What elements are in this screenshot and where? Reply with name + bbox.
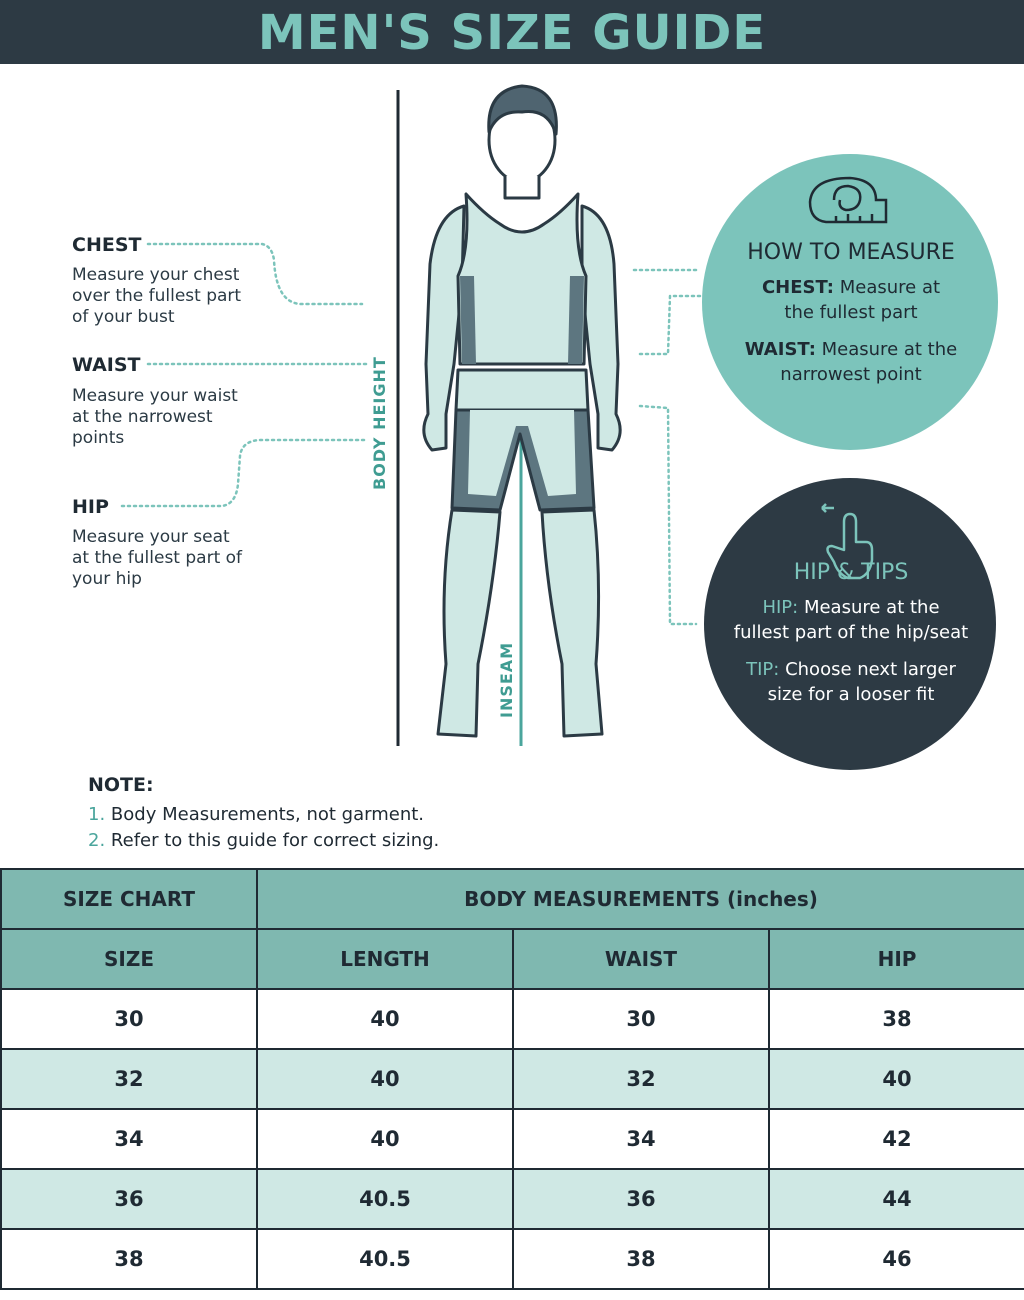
chest-connector <box>148 244 362 304</box>
table-row <box>1 1049 1024 1109</box>
hip-tips-panel <box>706 560 996 707</box>
how-connector-2 <box>640 296 700 354</box>
cell-size: 32 <box>1 1049 257 1109</box>
inseam-label: INSEAM <box>497 641 516 718</box>
waist-description: Measure your waist at the narrowest points <box>72 386 238 448</box>
size-chart-table <box>0 868 1024 1290</box>
tip-text: TIP: Choose next larger size for a looser fit <box>746 659 956 705</box>
waist-label: WAIST <box>72 354 141 376</box>
cell-waist: 38 <box>513 1229 769 1289</box>
size-chart-cell: SIZE CHART <box>1 869 257 929</box>
body-height-label: BODY HEIGHT <box>370 356 389 490</box>
cell-hip: 38 <box>769 989 1024 1049</box>
cell-hip: 46 <box>769 1229 1024 1289</box>
cell-size: 30 <box>1 989 257 1049</box>
cell-hip: 42 <box>769 1109 1024 1169</box>
table-row <box>1 989 1024 1049</box>
cell-length: 40 <box>257 1049 513 1109</box>
cell-size: 36 <box>1 1169 257 1229</box>
cell-hip: 44 <box>769 1169 1024 1229</box>
note-section <box>88 774 439 854</box>
hip-connector <box>122 440 364 506</box>
cell-waist: 32 <box>513 1049 769 1109</box>
table-row <box>1 1109 1024 1169</box>
how-to-measure-title: HOW TO MEASURE <box>747 240 955 265</box>
torso <box>458 194 586 364</box>
chest-description: Measure your chest over the fullest part of your bust <box>72 265 242 327</box>
left-leg <box>438 510 500 736</box>
header-waist: WAIST <box>513 929 769 989</box>
body-measurements-cell: BODY MEASUREMENTS (inches) <box>257 869 1024 929</box>
cell-length: 40.5 <box>257 1169 513 1229</box>
body-illustration <box>0 64 1024 834</box>
right-leg <box>542 510 602 736</box>
hip-tips-title: HIP & TIPS <box>793 560 909 585</box>
cell-length: 40 <box>257 989 513 1049</box>
table-row <box>1 1229 1024 1289</box>
tips-connector <box>640 406 696 624</box>
cell-waist: 30 <box>513 989 769 1049</box>
how-waist-text: WAIST: Measure at the narrowest point <box>744 339 958 385</box>
table-row <box>1 1169 1024 1229</box>
cell-length: 40.5 <box>257 1229 513 1289</box>
note-title: NOTE: <box>88 774 154 796</box>
note-item-2: 2. Refer to this guide for correct sizing. <box>88 830 440 851</box>
page-title: MEN'S SIZE GUIDE <box>257 5 767 61</box>
hip-tip-text: HIP: Measure at the fullest part of the hip/seat <box>733 597 969 643</box>
cell-waist: 36 <box>513 1169 769 1229</box>
header-hip: HIP <box>769 929 1024 989</box>
chest-label: CHEST <box>72 234 142 256</box>
waistband <box>456 370 588 410</box>
cell-size: 34 <box>1 1109 257 1169</box>
table-title-row <box>1 869 1024 929</box>
cell-hip: 40 <box>769 1049 1024 1109</box>
how-chest-text: CHEST: Measure at the fullest part <box>761 277 941 323</box>
cell-size: 38 <box>1 1229 257 1289</box>
hip-description: Measure your seat at the fullest part of your hip <box>72 527 243 589</box>
header-size: SIZE <box>1 929 257 989</box>
cell-length: 40 <box>257 1109 513 1169</box>
how-to-measure-panel <box>706 240 996 387</box>
note-item-1: 1. Body Measurements, not garment. <box>88 804 425 825</box>
header-length: LENGTH <box>257 929 513 989</box>
cell-waist: 34 <box>513 1109 769 1169</box>
table-header-row <box>1 929 1024 989</box>
hip-label: HIP <box>72 496 109 518</box>
title-banner <box>0 0 1024 64</box>
